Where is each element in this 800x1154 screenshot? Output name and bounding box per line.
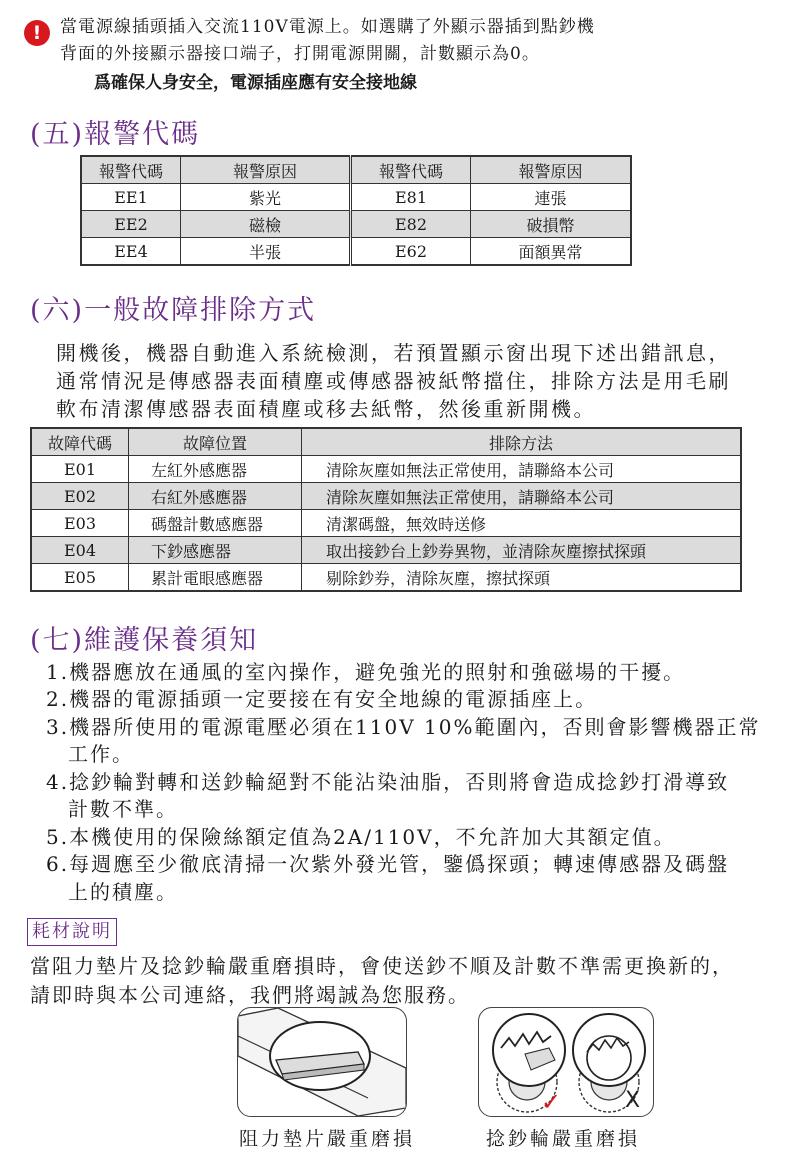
header-cell: 報警原因 [181,156,351,184]
table-row [31,564,741,592]
table-cell: 清除灰塵如無法正常使用，請聯絡本公司 [302,456,742,483]
table-header-row [81,156,631,184]
table-cell: E82 [351,211,471,238]
table-row [31,456,741,483]
consumables-line-2: 請即時與本公司連絡，我們將竭誠為您服務。 [30,983,470,1007]
alarm-section-title: (五)報警代碼 [30,119,201,150]
notice-line-2: 背面的外接顯示器接口端子，打開電源開關，計數顯示為0。 [60,44,540,64]
table-cell: 下鈔感應器 [129,537,302,564]
maintenance-item-3: 3.機器所使用的電源電壓必須在110V 10%範圍內，否則會影響機器正常 [46,715,761,739]
table-cell: EE1 [81,184,181,211]
friction-pad-illustration [237,1007,407,1117]
table-cell: E81 [351,184,471,211]
table-cell: 剔除鈔券，清除灰塵，擦拭探頭 [302,564,742,592]
header-cell: 故障代碼 [31,428,129,456]
table-cell: E05 [31,564,129,592]
fault-paragraph-line-1: 開機後，機器自動進入系統檢測，若預置顯示窗出現下述出錯訊息， [56,341,731,365]
fault-section-title: (六)一般故障排除方式 [30,295,317,326]
table-cell: 碼盤計數感應器 [129,510,302,537]
table-cell: 左紅外感應器 [129,456,302,483]
check-mark-icon: ✓ [541,1088,562,1116]
maintenance-item-1: 1.機器應放在通風的室內操作，避免強光的照射和強磁場的干擾。 [46,660,686,684]
table-cell: EE4 [81,238,181,266]
feed-wheel-illustration [478,1007,654,1117]
table-cell: 磁檢 [181,211,351,238]
table-row [31,510,741,537]
header-cell: 故障位置 [129,428,302,456]
fault-table [30,427,742,592]
table-cell: E04 [31,537,129,564]
exclamation-icon: ! [24,20,50,46]
header-cell: 報警代碼 [351,156,471,184]
table-cell: E62 [351,238,471,266]
table-cell: 破損幣 [471,211,632,238]
fault-paragraph-line-3: 軟布清潔傳感器表面積塵或移去紙幣，然後重新開機。 [56,397,596,421]
consumables-line-1: 當阻力墊片及捻鈔輪嚴重磨損時，會使送鈔不順及計數不準需更換新的， [30,954,734,978]
table-cell: 連張 [471,184,632,211]
table-row [31,537,741,564]
table-cell: 紫光 [181,184,351,211]
table-cell: 清除灰塵如無法正常使用，請聯絡本公司 [302,483,742,510]
maintenance-item-4-cont: 計數不準。 [68,797,178,821]
friction-pad-caption: 阻力墊片嚴重磨損 [239,1128,416,1150]
table-row [81,238,631,266]
maintenance-item-3-cont: 工作。 [68,742,134,766]
table-cell: 半張 [181,238,351,266]
header-cell: 報警原因 [471,156,632,184]
cross-mark-icon: X [625,1088,641,1113]
friction-pad-drawing [238,1008,406,1116]
maintenance-item-5: 5.本機使用的保險絲額定值為2A/110V，不允許加大其額定值。 [46,825,676,849]
maintenance-item-4: 4.捻鈔輪對轉和送鈔輪絕對不能沾染油脂，否則將會造成捻鈔打滑導致 [46,770,730,794]
safety-note: 爲確保人身安全，電源插座應有安全接地線 [94,73,417,93]
maintenance-item-2: 2.機器的電源插頭一定要接在有安全地線的電源插座上。 [46,687,598,711]
feed-wheel-caption: 捻鈔輪嚴重磨損 [486,1128,641,1150]
notice-line-1: 當電源線插頭插入交流110V電源上。如選購了外顯示器插到點鈔機 [60,17,595,37]
table-cell: E02 [31,483,129,510]
maintenance-section-title: (七)維護保養須知 [30,625,259,656]
table-cell: 取出接鈔台上鈔券異物，並清除灰塵擦拭探頭 [302,537,742,564]
table-cell: 面額異常 [471,238,632,266]
table-cell: 右紅外感應器 [129,483,302,510]
fault-paragraph-line-2: 通常情況是傳感器表面積塵或傳感器被紙幣擋住，排除方法是用毛刷 [56,369,731,393]
table-cell: EE2 [81,211,181,238]
table-row [81,184,631,211]
table-header-row [31,428,741,456]
table-row [81,211,631,238]
maintenance-item-6: 6.每週應至少徹底清掃一次紫外發光管，鑒僞探頭；轉速傳感器及碼盤 [46,852,730,876]
table-cell: 累計電眼感應器 [129,564,302,592]
table-row [31,483,741,510]
header-cell: 排除方法 [302,428,742,456]
alarm-code-table [80,155,632,266]
header-cell: 報警代碼 [81,156,181,184]
table-cell: 清潔碼盤，無效時送修 [302,510,742,537]
table-cell: E01 [31,456,129,483]
consumables-label: 耗材說明 [27,918,117,946]
table-cell: E03 [31,510,129,537]
maintenance-item-6-cont: 上的積塵。 [68,880,178,904]
